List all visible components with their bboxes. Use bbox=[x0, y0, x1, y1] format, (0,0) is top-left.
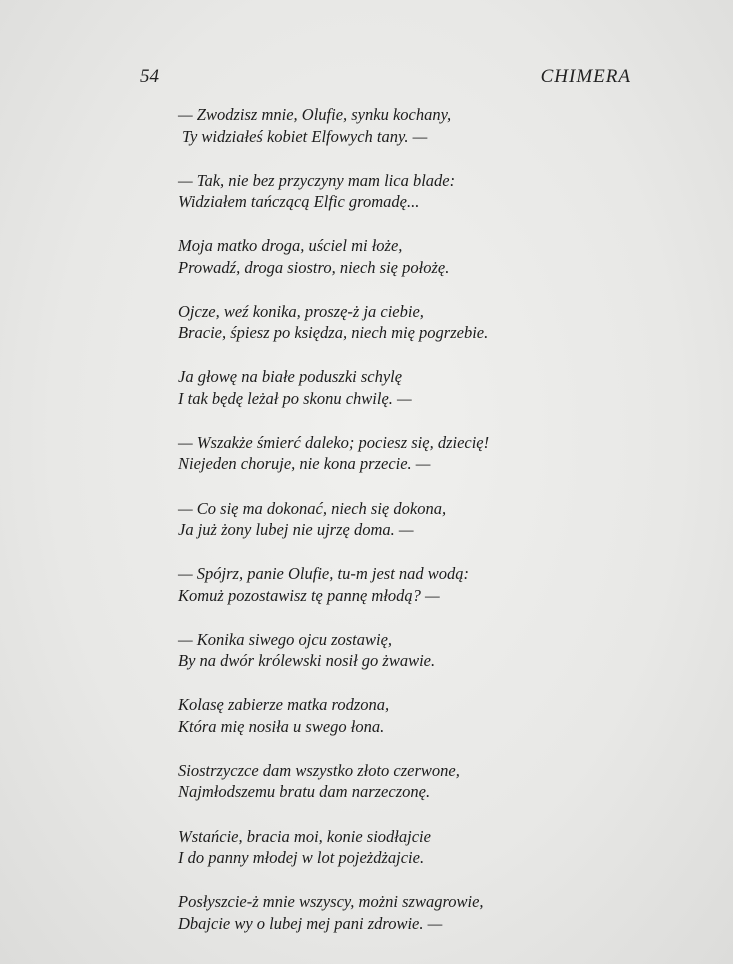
verse-line: Wstańcie, bracia moi, konie siodłajcie bbox=[178, 826, 431, 846]
stanza bbox=[178, 235, 598, 278]
stanza bbox=[178, 104, 598, 147]
verse-line: Siostrzyczce dam wszystko złoto czerwone, bbox=[178, 760, 460, 780]
verse-line: I do panny młodej w lot pojeżdżajcie. bbox=[178, 848, 425, 868]
verse-line: Bracie, śpiesz po księdza, niech mię pogrzebie. bbox=[178, 323, 489, 343]
stanza bbox=[178, 826, 598, 869]
verse-line: — Spójrz, panie Olufie, tu-m jest nad wodą: bbox=[178, 564, 470, 584]
stanza bbox=[178, 891, 598, 934]
verse-line: — Co się ma dokonać, niech się dokona, bbox=[178, 498, 447, 518]
verse-line: Ojcze, weź konika, proszę-ż ja ciebie, bbox=[178, 301, 424, 321]
verse-line: Ja już żony lubej nie ujrzę doma. — bbox=[178, 520, 414, 540]
verse-line: Kolasę zabierze matka rodzona, bbox=[178, 695, 390, 715]
verse-line: Posłyszcie-ż mnie wszyscy, możni szwagrowie, bbox=[178, 892, 484, 912]
stanza bbox=[178, 301, 598, 344]
verse-line: — Tak, nie bez przyczyny mam lica blade: bbox=[178, 170, 456, 190]
verse-line: By na dwór królewski nosił go żwawie. bbox=[178, 651, 436, 671]
poem-body bbox=[178, 104, 598, 957]
stanza bbox=[178, 563, 598, 606]
stanza bbox=[178, 760, 598, 803]
verse-line: Najmłodszemu bratu dam narzeczonę. bbox=[178, 782, 431, 802]
verse-line: Ja głowę na białe poduszki schylę bbox=[178, 367, 403, 387]
verse-line: I tak będę leżał po skonu chwilę. — bbox=[178, 388, 412, 408]
stanza bbox=[178, 366, 598, 409]
verse-line: — Wszakże śmierć daleko; pociesz się, dziecię! bbox=[178, 432, 490, 452]
verse-line: — Konika siwego ojcu zostawię, bbox=[178, 629, 393, 649]
page-number: 54 bbox=[140, 66, 159, 87]
stanza bbox=[178, 170, 598, 213]
verse-line: Prowadź, droga siostro, niech się położę. bbox=[178, 257, 450, 277]
verse-line: Moja matko droga, uściel mi łoże, bbox=[178, 236, 403, 256]
verse-line: Komuż pozostawisz tę pannę młodą? — bbox=[178, 585, 440, 605]
verse-line: Która mię nosiła u swego łona. bbox=[178, 716, 385, 736]
stanza bbox=[178, 629, 598, 672]
verse-line: Niejeden choruje, nie kona przecie. — bbox=[178, 454, 431, 474]
verse-line: — Zwodzisz mnie, Olufie, synku kochany, bbox=[178, 105, 452, 124]
stanza bbox=[178, 498, 598, 541]
verse-line: Dbajcie wy o lubej mej pani zdrowie. — bbox=[178, 913, 443, 933]
running-title: CHIMERA bbox=[540, 66, 631, 87]
stanza bbox=[178, 694, 598, 737]
verse-line: Ty widziałeś kobiet Elfowych tany. — bbox=[182, 126, 428, 146]
stanza bbox=[178, 432, 598, 475]
verse-line: Widziałem tańczącą Elfic gromadę... bbox=[178, 192, 420, 212]
